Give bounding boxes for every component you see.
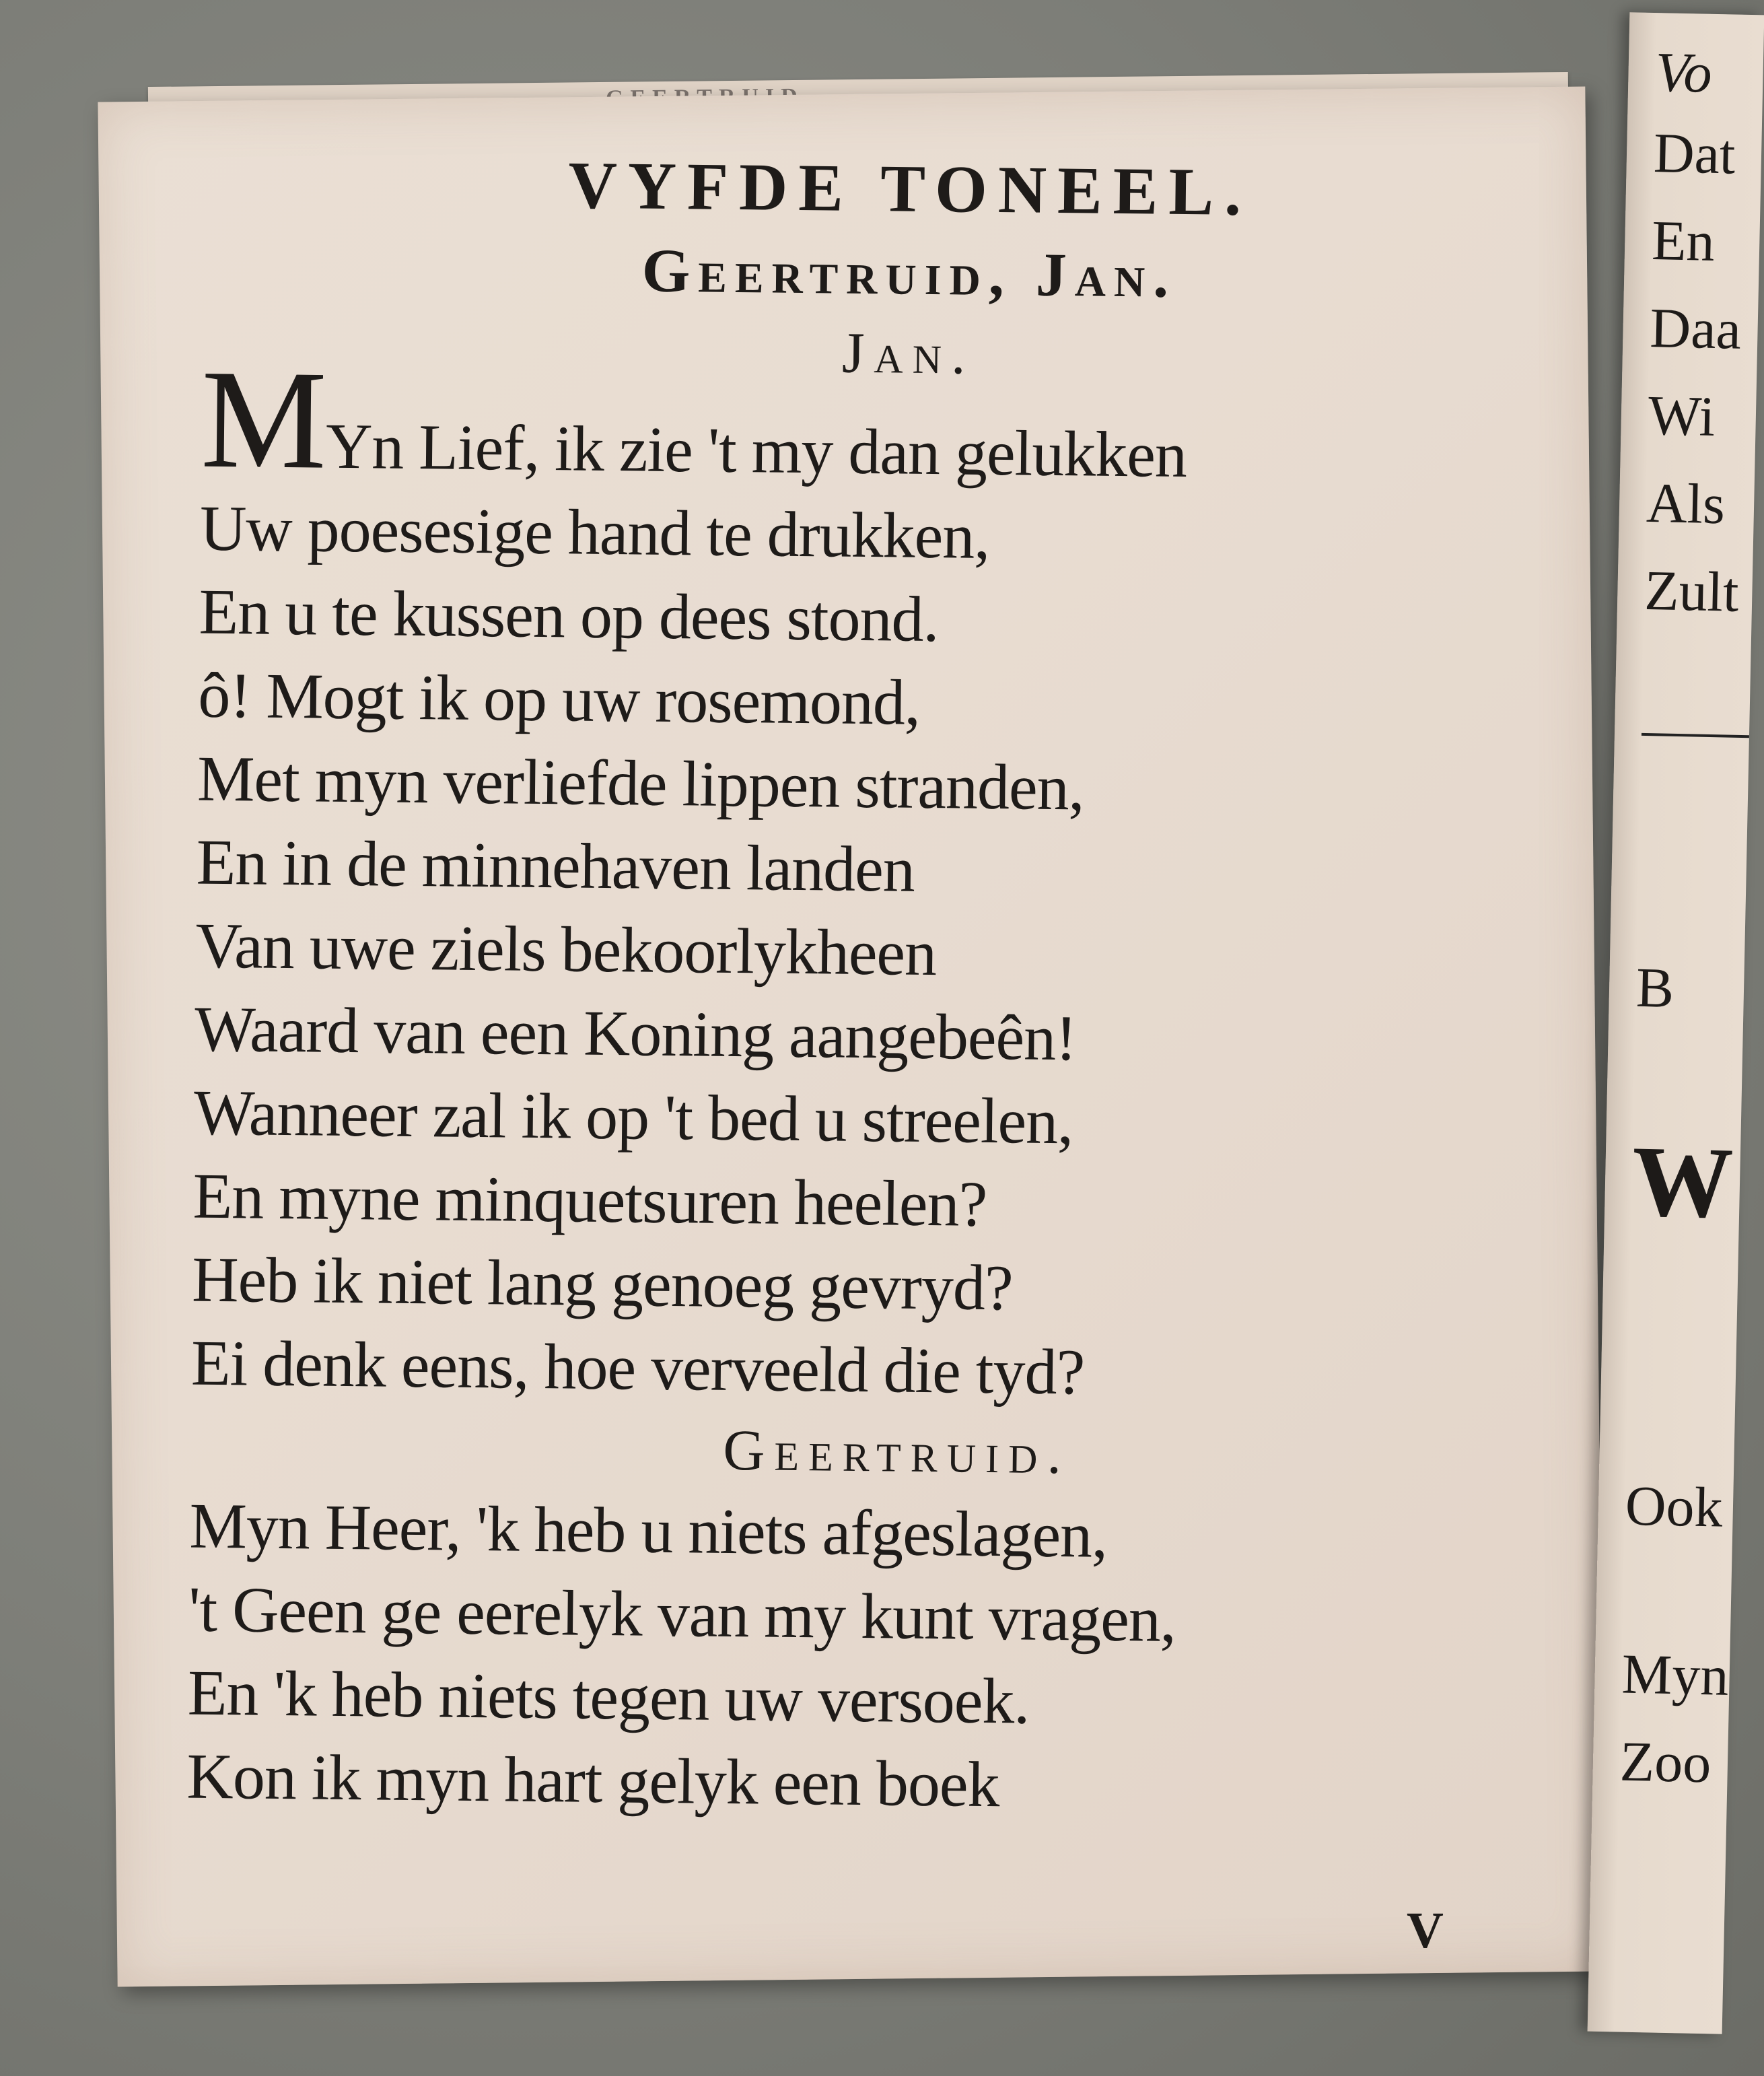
- speaker-name: Jan.: [841, 320, 976, 386]
- facing-fragment: Myn: [1621, 1642, 1730, 1708]
- facing-fragment: B: [1635, 956, 1675, 1020]
- speaker-name: Geertruid.: [722, 1417, 1071, 1486]
- character-list: Geertruid, Jan.: [641, 236, 1177, 310]
- verse-line: MYn Lief, ik zie 't my dan gelukken: [200, 341, 1187, 499]
- verse-line: En 'k heb niets tegen uw versoek.: [187, 1656, 1030, 1737]
- verse-line: Ei denk eens, hoe verveeld die tyd?: [190, 1326, 1085, 1408]
- facing-fragment: Dat: [1653, 122, 1736, 186]
- facing-fragment: Ook: [1624, 1474, 1724, 1539]
- verse-line: Met myn verliefde lippen stranden,: [197, 742, 1085, 824]
- facing-fragment: Vo: [1654, 41, 1713, 105]
- verse-line: En u te kussen op dees stond.: [199, 575, 940, 656]
- catchword: V: [1407, 1902, 1444, 1959]
- verse-line: 't Geen ge eerelyk van my kunt vragen,: [188, 1572, 1176, 1655]
- facing-fragment: Daa: [1649, 296, 1742, 361]
- facing-divider: [1642, 733, 1749, 738]
- verse-line: Heb ik niet lang genoeg gevryd?: [191, 1243, 1014, 1324]
- facing-fragment: Wi: [1647, 384, 1716, 449]
- verse-line: Van uwe ziels bekoorlykheen: [195, 909, 937, 990]
- verse-line: ô! Mogt ik op uw rosemond,: [197, 658, 921, 738]
- page-text: [186, 138, 1537, 1832]
- facing-page: [1588, 12, 1764, 2034]
- verse-line: Kon ik myn hart gelyk een boek: [186, 1739, 1000, 1821]
- verse-line: Wanneer zal ik op 't bed u streelen,: [193, 1076, 1073, 1158]
- verse-line: En in de minnehaven landen: [196, 825, 915, 905]
- facing-fragment: Zult: [1644, 559, 1740, 624]
- verse-line: Waard van een Koning aangebeên!: [194, 992, 1077, 1074]
- facing-fragment: En: [1651, 209, 1716, 273]
- scene-heading: VYFDE TONEEL.: [568, 147, 1253, 230]
- verse-line: Myn Heer, 'k heb u niets afgeslagen,: [188, 1489, 1108, 1571]
- verse-line: En myne minquetsuren heelen?: [192, 1159, 987, 1240]
- verse-line: Uw poesesige hand te drukken,: [199, 491, 990, 572]
- facing-fragment: W: [1631, 1125, 1734, 1239]
- facing-fragment: Zoo: [1619, 1730, 1712, 1795]
- facing-fragment: Als: [1646, 471, 1726, 537]
